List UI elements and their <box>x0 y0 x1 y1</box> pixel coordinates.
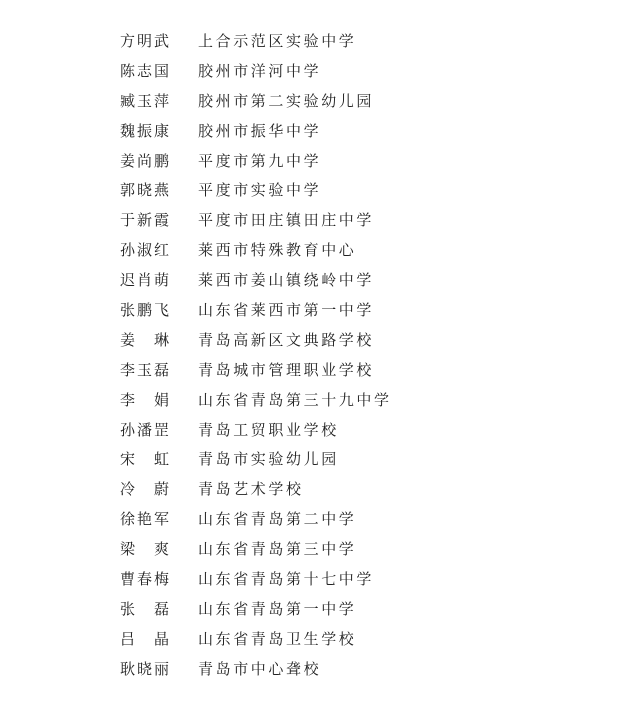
person-name: 张鹏飞 <box>120 301 172 320</box>
person-name: 于新霞 <box>120 211 172 230</box>
person-name: 魏振康 <box>120 121 172 140</box>
list-item <box>120 87 392 117</box>
organization-name: 莱西市姜山镇绕岭中学 <box>198 271 375 290</box>
person-name: 李玉磊 <box>120 360 172 379</box>
name-list <box>120 27 392 685</box>
organization-name: 山东省青岛第十七中学 <box>198 570 375 589</box>
person-name: 梁 爽 <box>120 540 172 559</box>
person-name: 姜 琳 <box>120 330 172 349</box>
person-name: 耿晓丽 <box>120 659 172 678</box>
list-item <box>120 475 392 505</box>
person-name: 郭晓燕 <box>120 181 172 200</box>
person-name: 宋 虹 <box>120 450 172 469</box>
list-item <box>120 565 392 595</box>
list-item <box>120 117 392 147</box>
list-item <box>120 236 392 266</box>
list-item <box>120 416 392 446</box>
list-item <box>120 445 392 475</box>
organization-name: 上合示范区实验中学 <box>198 32 357 50</box>
organization-name: 山东省莱西市第一中学 <box>198 301 375 320</box>
organization-name: 青岛城市管理职业学校 <box>198 360 375 379</box>
organization-name: 山东省青岛卫生学校 <box>198 629 357 648</box>
organization-name: 青岛艺术学校 <box>198 480 304 499</box>
organization-name: 青岛市中心聋校 <box>198 659 322 678</box>
organization-name: 平度市实验中学 <box>198 181 322 200</box>
organization-name: 平度市第九中学 <box>198 151 322 170</box>
list-item <box>120 356 392 386</box>
organization-name: 山东省青岛第三十九中学 <box>198 390 392 409</box>
organization-name: 胶州市第二实验幼儿园 <box>198 91 375 110</box>
list-item <box>120 386 392 416</box>
organization-name: 山东省青岛第二中学 <box>198 510 357 529</box>
person-name: 陈志国 <box>120 61 172 80</box>
organization-name: 青岛市实验幼儿园 <box>198 450 339 469</box>
list-item <box>120 57 392 87</box>
person-name: 孙淑红 <box>120 241 172 260</box>
list-item <box>120 326 392 356</box>
person-name: 徐艳军 <box>120 510 172 529</box>
list-item <box>120 595 392 625</box>
person-name: 李 娟 <box>120 390 172 409</box>
person-name: 迟肖萌 <box>120 271 172 290</box>
organization-name: 平度市田庄镇田庄中学 <box>198 211 375 230</box>
organization-name: 胶州市振华中学 <box>198 121 322 140</box>
person-name: 曹春梅 <box>120 570 172 589</box>
organization-name: 莱西市特殊教育中心 <box>198 241 357 260</box>
person-name: 吕 晶 <box>120 629 172 648</box>
list-item <box>120 625 392 655</box>
list-item <box>120 535 392 565</box>
person-name: 张 磊 <box>120 599 172 618</box>
list-item <box>120 296 392 326</box>
person-name: 方明武 <box>120 32 172 50</box>
list-item <box>120 505 392 535</box>
list-item <box>120 266 392 296</box>
list-item <box>120 147 392 177</box>
organization-name: 青岛工贸职业学校 <box>198 420 339 439</box>
list-item <box>120 27 392 57</box>
person-name: 臧玉萍 <box>120 91 172 110</box>
person-name: 冷 蔚 <box>120 480 172 499</box>
list-item <box>120 206 392 236</box>
list-item <box>120 176 392 206</box>
person-name: 姜尚鹏 <box>120 151 172 170</box>
organization-name: 青岛高新区文典路学校 <box>198 330 375 349</box>
organization-name: 山东省青岛第三中学 <box>198 540 357 559</box>
list-item <box>120 655 392 685</box>
organization-name: 胶州市洋河中学 <box>198 61 322 80</box>
organization-name: 山东省青岛第一中学 <box>198 599 357 618</box>
person-name: 孙潘罡 <box>120 420 172 439</box>
